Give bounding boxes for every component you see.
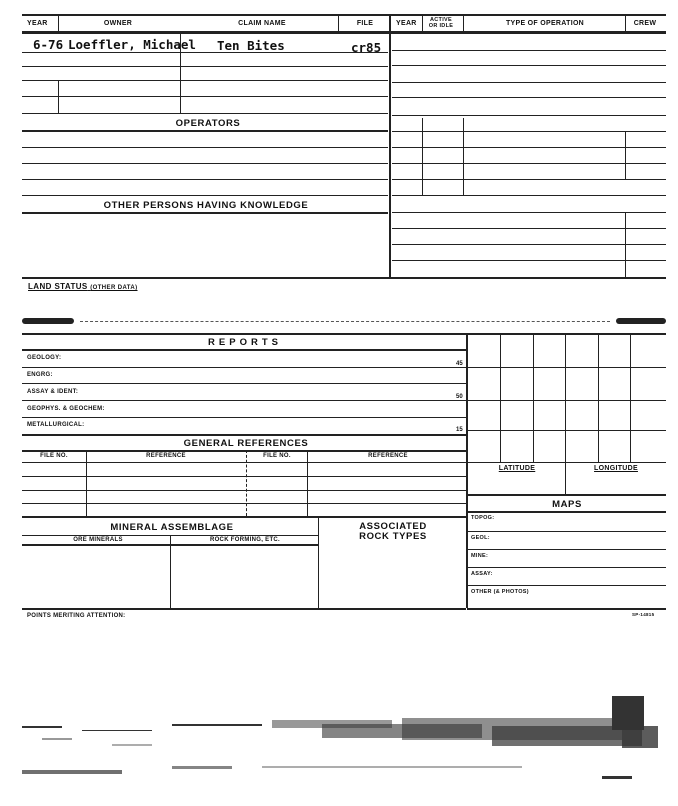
mineral-assemblage-heading: MINERAL ASSEMBLAGE <box>110 522 234 533</box>
grid-h <box>467 430 666 431</box>
row-line <box>22 195 388 196</box>
row-line <box>467 567 666 568</box>
operators-rule <box>22 130 388 132</box>
col-year-2: YEAR <box>396 20 417 27</box>
header-sep <box>338 15 339 31</box>
main-divider <box>389 14 391 277</box>
row-line <box>22 490 466 491</box>
grid-v <box>500 334 501 462</box>
map-mine: MINE: <box>471 553 489 559</box>
row-line-right <box>392 115 666 116</box>
report-assay-num: 50 <box>456 394 463 400</box>
row-line-right <box>392 65 666 66</box>
entry-file: cr85 <box>351 40 382 55</box>
land-status-heading <box>28 282 138 291</box>
general-references-rule <box>22 450 466 452</box>
header-sep <box>58 15 59 31</box>
report-engrg: ENGRG: <box>27 372 53 378</box>
col-owner: OWNER <box>103 20 133 27</box>
entry-claim-name: Ten Bites <box>217 38 285 53</box>
other-persons-heading: OTHER PERSONS HAVING KNOWLEDGE <box>103 200 309 211</box>
row-line <box>22 52 388 53</box>
scan-noise <box>22 696 668 786</box>
crew-sep <box>625 212 626 277</box>
coords-bottom-rule <box>467 494 666 496</box>
maps-rule <box>467 511 666 513</box>
punch-mark-right <box>616 318 666 324</box>
mineral-sep <box>170 535 171 608</box>
map-geol: GEOL: <box>471 535 490 541</box>
col-claim-name: CLAIM NAME <box>238 20 286 27</box>
report-metallurgical: METALLURGICAL: <box>27 422 85 428</box>
other-persons-rule <box>22 212 388 214</box>
entry-owner: Loeffler, Michael <box>68 37 196 52</box>
ref-col-file-no-2: FILE NO. <box>263 453 291 459</box>
type-sep <box>463 118 464 196</box>
row-line-right <box>392 97 666 98</box>
col-type-of-operation: TYPE OF OPERATION <box>505 20 585 27</box>
reports-bottom-rule <box>22 434 466 436</box>
form-code: SP-14815 <box>632 612 655 617</box>
row-line <box>467 531 666 532</box>
row-line <box>22 367 466 368</box>
report-geology-num: 45 <box>456 361 463 367</box>
points-meriting-label: POINTS MERITING ATTENTION: <box>27 613 126 619</box>
row-line <box>22 113 388 114</box>
map-other: OTHER (& PHOTOS) <box>471 589 529 595</box>
col-active-or-idle: ACTIVE OR IDLE <box>428 17 454 29</box>
ref-col-reference-2: REFERENCE <box>368 453 408 459</box>
row-line <box>22 179 388 180</box>
ore-minerals-label: ORE MINERALS <box>73 537 123 543</box>
grid-v <box>630 334 631 462</box>
active-sep <box>422 118 423 196</box>
row-line <box>22 383 466 384</box>
ref-sep <box>246 450 247 516</box>
ref-col-file-no: FILE NO. <box>40 453 68 459</box>
land-status-note: (OTHER DATA) <box>90 285 138 291</box>
latitude-label: LATITUDE <box>498 465 536 472</box>
header-bottom-rule <box>22 31 666 34</box>
entry-year: 6-76 <box>33 37 64 52</box>
report-assay: ASSAY & IDENT: <box>27 389 79 395</box>
general-references-heading: GENERAL REFERENCES <box>183 438 309 449</box>
row-line <box>467 585 666 586</box>
reports-rule <box>22 349 466 351</box>
header-sep <box>422 15 423 31</box>
row-line <box>22 96 388 97</box>
maps-heading: MAPS <box>552 499 582 510</box>
ref-sep <box>307 450 308 516</box>
row-line-right <box>392 179 666 180</box>
references-bottom-rule <box>22 516 466 518</box>
row-line <box>22 66 388 67</box>
grid-v <box>565 334 566 494</box>
grid-v <box>598 334 599 462</box>
map-topog: TOPOG: <box>471 515 495 521</box>
row-line-right <box>392 195 666 196</box>
col-year: YEAR <box>27 20 48 27</box>
land-status-label: LAND STATUS <box>28 282 88 291</box>
rock-types-sep <box>318 516 319 608</box>
associated-rock-types-heading: ASSOCIATED ROCK TYPES <box>359 521 427 542</box>
report-geology: GEOLOGY: <box>27 355 62 361</box>
row-line <box>22 462 466 463</box>
row-line-right <box>392 50 666 51</box>
maps-bottom-rule <box>467 608 666 610</box>
report-metallurgical-num: 15 <box>456 427 463 433</box>
ref-col-reference: REFERENCE <box>146 453 186 459</box>
col-crew: CREW <box>633 20 657 27</box>
operators-heading: OPERATORS <box>175 118 241 129</box>
row-line <box>22 503 466 504</box>
upper-block-bottom <box>22 277 666 279</box>
row-line <box>22 417 466 418</box>
grid-v <box>533 334 534 462</box>
grid-h <box>467 462 666 463</box>
top-rule <box>22 14 666 16</box>
owner-sep <box>58 80 59 113</box>
reports-heading: REPORTS <box>208 337 282 348</box>
claim-sep <box>180 32 181 113</box>
grid-h <box>467 367 666 368</box>
row-line <box>22 80 388 81</box>
row-line <box>22 476 466 477</box>
crew-sep <box>625 131 626 179</box>
punch-mark-left <box>22 318 74 324</box>
row-line <box>467 549 666 550</box>
map-assay: ASSAY: <box>471 571 493 577</box>
row-line <box>22 147 388 148</box>
lower-left-bottom <box>22 608 466 610</box>
header-sep <box>625 15 626 31</box>
row-line <box>22 163 388 164</box>
rock-forming-label: ROCK FORMING, ETC. <box>209 537 281 543</box>
punch-strip-line <box>80 321 610 322</box>
ref-sep <box>86 450 87 516</box>
header-sep <box>463 15 464 31</box>
report-geophys: GEOPHYS. & GEOCHEM: <box>27 406 105 412</box>
reports-top-rule <box>22 333 666 335</box>
grid-h <box>467 400 666 401</box>
col-file: FILE <box>356 20 374 27</box>
row-line-right <box>392 82 666 83</box>
longitude-label: LONGITUDE <box>594 465 638 472</box>
row-line <box>22 400 466 401</box>
